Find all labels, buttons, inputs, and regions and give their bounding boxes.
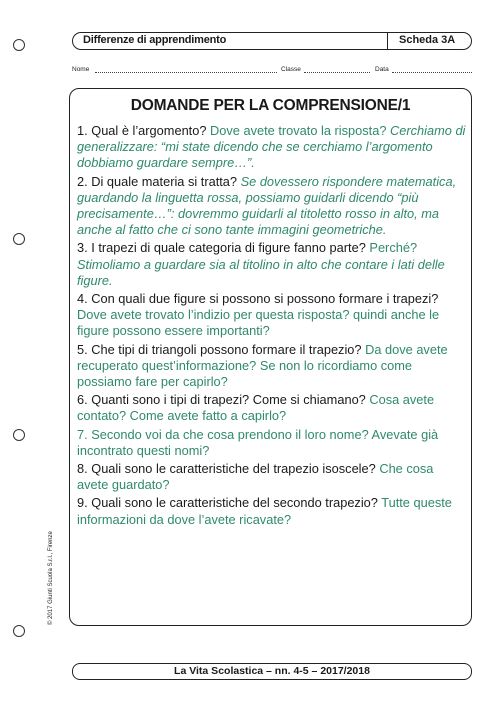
binder-hole-3: [13, 429, 25, 441]
questions-list: [77, 123, 467, 530]
classe-label: Classe: [281, 66, 301, 73]
scheda-label: Scheda 3A: [399, 34, 456, 46]
question-1: 1. Qual è l’argomento? Dove avete trovato la risposta? Cerchiamo di generalizzare: “mi state dicendo che se cerchiamo l’argomento dobbiamo guardare sempre…”.: [77, 123, 466, 171]
question-3: 3. I trapezi di quale categoria di figure fanno parte? Perché? Stimoliamo a guardare sia al titolino in alto che contare i lati delle figure.: [77, 240, 445, 288]
binder-hole-2: [13, 233, 25, 245]
binder-hole-1: [13, 39, 25, 51]
questions-box: [69, 88, 472, 626]
question-5: 5. Che tipi di triangoli possono formare il trapezio? Da dove avete recuperato quest’informazione? Se non lo ricordiamo come possiamo fare per capirlo?: [77, 341, 448, 390]
data-field[interactable]: [392, 72, 472, 73]
nome-field[interactable]: [95, 72, 277, 73]
header-title: Differenze di apprendimento: [83, 34, 227, 46]
binder-hole-4: [13, 625, 25, 637]
question-6: 6. Quanti sono i tipi di trapezi? Come si chiamano? Cosa avete contato? Come avete fatto a capirlo?: [77, 392, 435, 424]
question-7: 7. Secondo voi da che cosa prendono il loro nome? Avevate già incontrato questi nomi?: [77, 426, 439, 458]
page-title: DOMANDE PER LA COMPRENSIONE/1: [130, 97, 411, 114]
question-9: 9. Quali sono le caratteristiche del secondo trapezio? Tutte queste informazioni da dove l’avete ricavate?: [77, 495, 452, 527]
header-divider: [387, 33, 388, 49]
student-info-line: [72, 66, 472, 78]
question-2: 2. Di quale materia si tratta? Se dovessero rispondere matematica, guardando la linguetta rossa, possiamo guidarli dicendo “più precisamente…”: dovremmo guidarli al titoletto rosso in alto, ma anche al fatto che ci sono tante immagini geometriche.: [77, 173, 457, 238]
data-label: Data: [375, 66, 389, 73]
classe-field[interactable]: [304, 72, 370, 73]
copyright-note: © 2017 Giunti Scuola S.r.l., Firenze: [48, 531, 54, 625]
header-bar: [72, 32, 472, 50]
question-8: 8. Quali sono le caratteristiche del trapezio isoscele? Che cosa avete guardato?: [77, 461, 434, 493]
footer-bar: La Vita Scolastica – nn. 4-5 – 2017/2018: [72, 663, 472, 680]
question-4: 4. Con quali due figure si possono si possono formare i trapezi? Dove avete trovato l’indizio per questa risposta? quindi anche le figure possono essere importanti?: [77, 291, 440, 339]
nome-label: Nome: [72, 66, 90, 73]
